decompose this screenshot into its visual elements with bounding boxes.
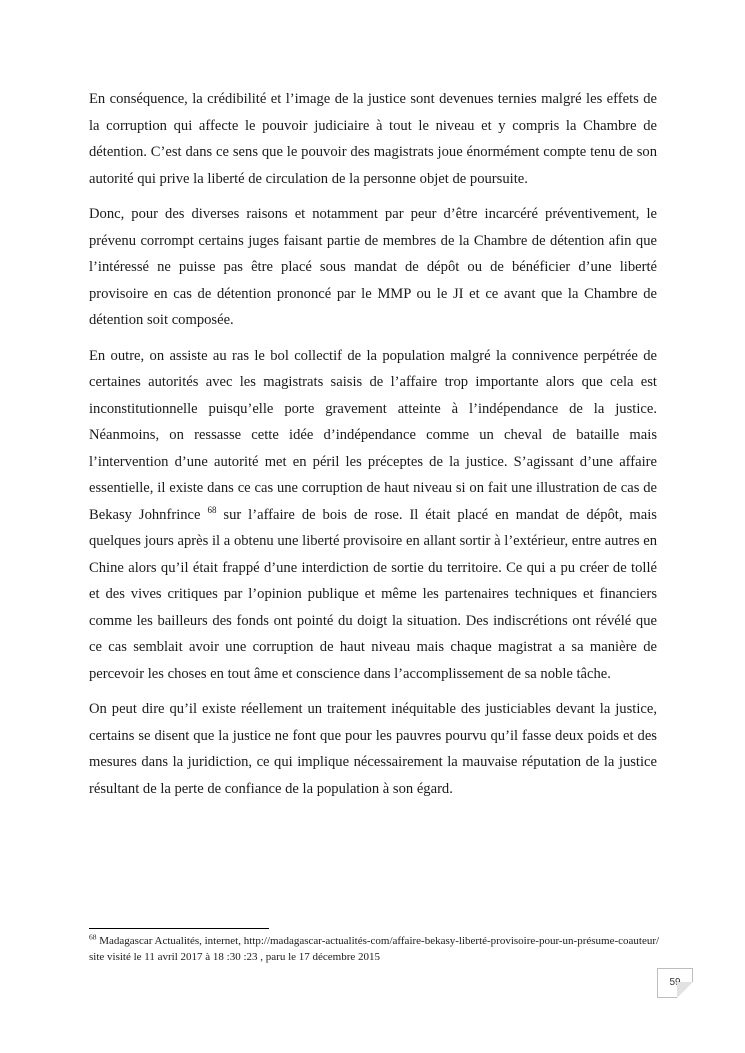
paragraph-2: Donc, pour des diverses raisons et notamment par peur d’être incarcéré préventivement, le prévenu corrompt certains juges faisant partie de membres de la Chambre de détention afin que l’intéressé ne puisse pas être placé sous mandat de dépôt ou de bénéficier d’une liberté provisoire en cas de détention prononcé par le MMP ou le JI et ce avant que la Chambre de détention soit composée. xyxy=(89,206,657,328)
footnote xyxy=(89,934,669,965)
body-text xyxy=(89,86,657,811)
paragraph-3-part-2: sur l’affaire de bois de rose. Il était placé en mandat de dépôt, mais quelques jours après il a obtenu une liberté provisoire en allant sortir à l’extérieur, entre autres en Chine alors qu’il était frappé d’une interdiction de sortie du territoire. Ce qui a pu créer de tollé et des vives critiques par l’opinion publique et même les partenaires techniques et financiers comme les bailleurs des fonds ont pointé du doigt la situation. Des indiscrétions ont révélé que ce cas semblait avoir une corruption de haut niveau mais chaque magistrat a sa manière de percevoir les choses en tout âme et conscience dans l’accomplissement de sa noble tâche. xyxy=(89,506,657,682)
footnote-reference[interactable]: 68 xyxy=(207,504,217,515)
paragraph-3-part-1: En outre, on assiste au ras le bol collectif de la population malgré la connivence perpétrée de certaines autorités avec les magistrats saisis de l’affaire trop importante alors que cela est inconstitutionnelle puisqu’elle porte gravement atteinte à l’indépendance de la justice. Néanmoins, on ressasse cette idée d’indépendance comme un cheval de bataille mais l’intervention d’une autorité met en péril les préceptes de la justice. S’agissant d’une affaire essentielle, il existe dans ce cas une corruption de haut niveau si on fait une illustration de cas de Bekasy Johnfrince xyxy=(89,347,657,523)
footnote-number: 68 xyxy=(89,932,97,942)
page-number: 59 xyxy=(669,977,681,988)
page-number-box xyxy=(657,968,693,998)
footnote-text: Madagascar Actualités, internet, http://madagascar-actualités-com/affaire-bekasy-liberté-provisoire-pour-un-présume-coauteur/ site visité le 11 avril 2017 à 18 :30 :23 , paru le 17 décembre 2015 xyxy=(89,935,660,963)
footnote-separator xyxy=(89,928,269,929)
paragraph-1: En conséquence, la crédibilité et l’image de la justice sont devenues ternies malgré les effets de la corruption qui affecte le pouvoir judiciaire à tout le niveau et y compris la Chambre de détention. C’est dans ce sens que le pouvoir des magistrats joue énormément compte tenu de son autorité qui prive la liberté de circulation de la personne objet de poursuite. xyxy=(89,91,657,187)
paragraph-3 xyxy=(89,343,657,688)
paragraph-4: On peut dire qu’il existe réellement un traitement inéquitable des justiciables devant la justice, certains se disent que la justice ne font que pour les pauvres pourvu qu’il fasse deux poids et des mesures dans la juridiction, ce qui implique nécessairement la mauvaise réputation de la justice résultant de la perte de confiance de la population à son égard. xyxy=(89,701,657,797)
page-curl-icon xyxy=(677,982,693,998)
